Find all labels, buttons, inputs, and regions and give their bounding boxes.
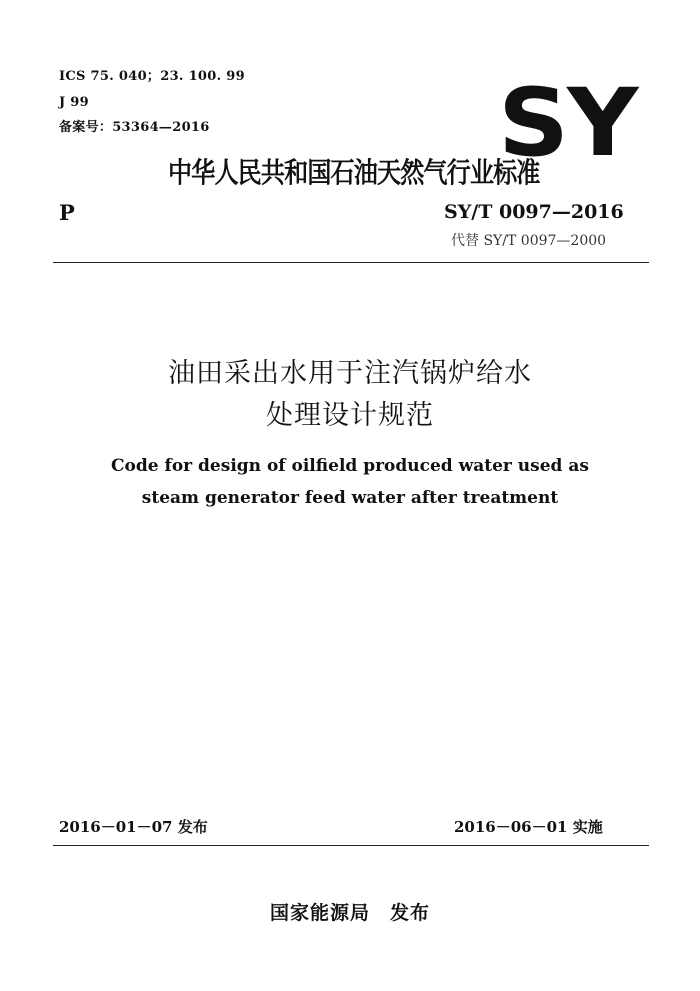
title-english-line-1: Code for design of oilfield produced water used as (111, 456, 589, 476)
issue-date: 2016－01－07 发布 (59, 818, 208, 836)
industry-standard-title: 中华人民共和国石油天然气行业标准 (168, 156, 540, 189)
record-number: 备案号：53364—2016 (59, 120, 210, 135)
replaces-standard: 代替 SY/T 0097—2000 (451, 233, 607, 249)
implementation-date: 2016－06－01 实施 (454, 818, 603, 836)
title-chinese-line-2: 处理设计规范 (266, 400, 434, 431)
ics-code: ICS 75. 040；23. 100. 99 (59, 69, 245, 84)
ccs-code: J 99 (59, 95, 89, 110)
sy-logo: SY (498, 69, 637, 178)
standard-number: SY/T 0097—2016 (444, 201, 624, 223)
publisher: 国家能源局 发布 (269, 902, 430, 924)
title-chinese-line-1: 油田采出水用于注汽锅炉给水 (168, 358, 532, 389)
top-divider (53, 262, 649, 263)
title-english-line-2: steam generator feed water after treatment (141, 488, 559, 508)
bottom-divider (53, 845, 649, 846)
category-letter: P (59, 200, 75, 225)
